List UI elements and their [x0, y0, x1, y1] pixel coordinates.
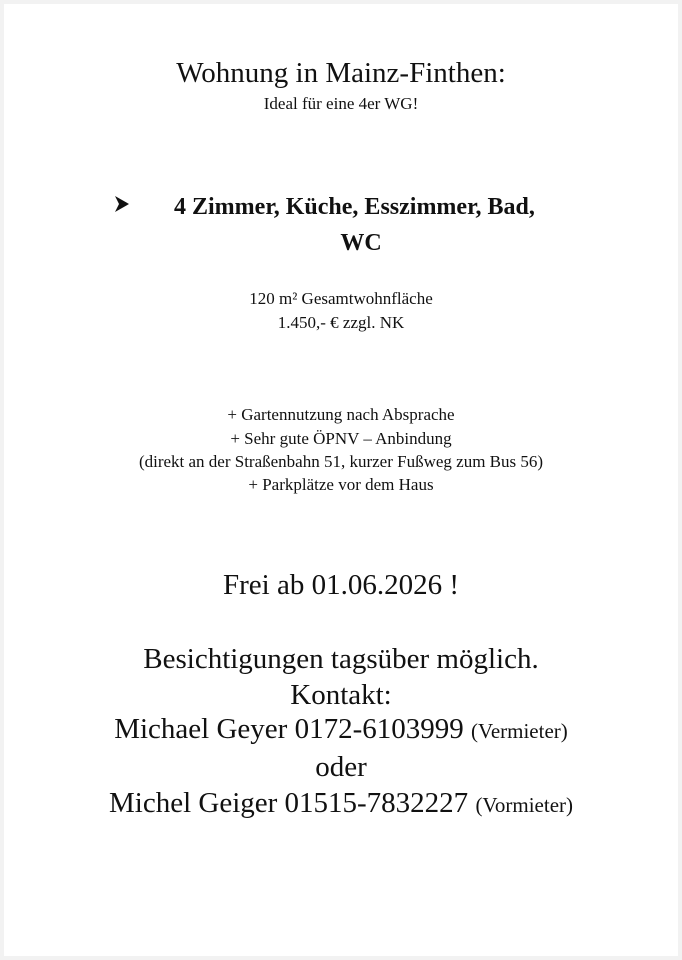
availability-date: Frei ab 01.06.2026 ! [223, 569, 459, 601]
feature-garden: + Gartennutzung nach Absprache [227, 405, 455, 424]
flyer-subtitle: Ideal für eine 4er WG! [263, 94, 419, 113]
flyer-page [4, 4, 678, 956]
viewing-info: Besichtigungen tagsüber möglich. [143, 643, 539, 675]
contact-landlord [4, 715, 678, 744]
living-area: 120 m² Gesamtwohnfläche [249, 289, 433, 308]
rooms-text-line2: WC [340, 230, 382, 256]
contact-separator: oder [315, 751, 367, 783]
feature-parking: + Parkplätze vor dem Haus [248, 475, 434, 494]
rooms-text-line1: 4 Zimmer, Küche, Esszimmer, Bad, [174, 194, 535, 220]
contact-previous-tenant [4, 789, 678, 818]
flyer-title: Wohnung in Mainz-Finthen: [176, 57, 506, 89]
arrowhead-bullet-icon [114, 195, 130, 217]
contact-previous-tenant-name-phone: Michel Geiger 01515-7832227 [108, 787, 469, 819]
feature-transit-detail: (direkt an der Straßenbahn 51, kurzer Fußweg zum Bus 56) [138, 452, 544, 471]
contact-landlord-role: (Vermieter) [470, 719, 568, 743]
feature-transit: + Sehr gute ÖPNV – Anbindung [230, 429, 452, 448]
rooms-bullet [4, 195, 678, 255]
contact-previous-tenant-role: (Vormieter) [475, 793, 574, 817]
rent-price: 1.450,- € zzgl. NK [277, 313, 405, 332]
contact-landlord-name-phone: Michael Geyer 0172-6103999 [114, 713, 464, 745]
contact-label: Kontakt: [290, 679, 392, 711]
